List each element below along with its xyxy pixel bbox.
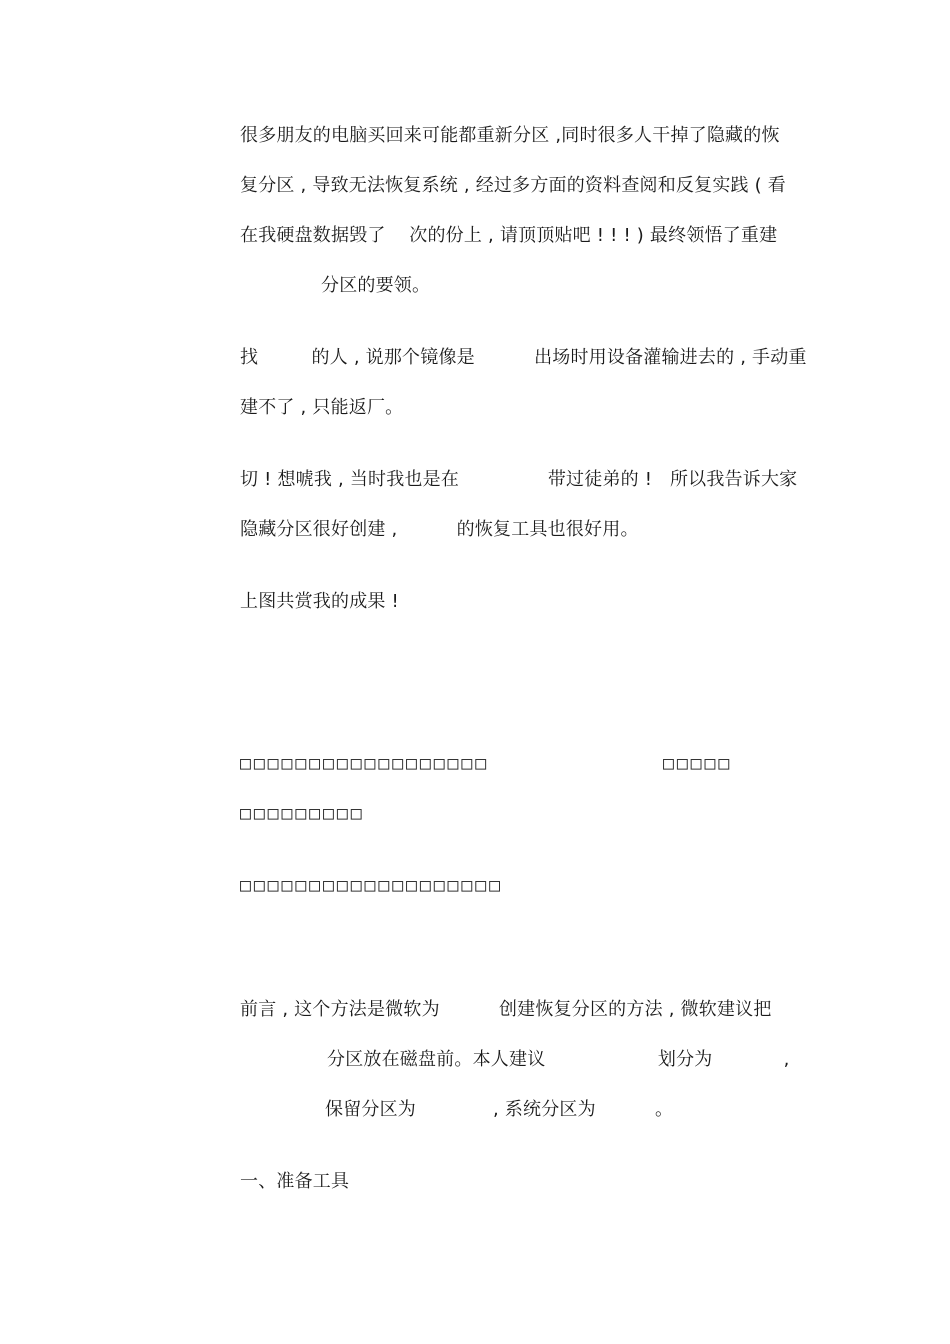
paragraph-2-line-2: 建不了 , 只能返厂。	[240, 397, 404, 418]
garbled-line-1b: □□□□□	[663, 753, 733, 774]
garbled-line-1a: □□□□□□□□□□□□□□□□□□	[240, 753, 490, 774]
paragraph-5-line-3: 保留分区为 , 系统分区为 。	[325, 1099, 674, 1120]
section-heading-1: 一、准备工具	[240, 1171, 350, 1192]
paragraph-5-line-2: 分区放在磁盘前。本人建议 划分为 ,	[327, 1049, 790, 1070]
paragraph-4-line-1: 上图共赏我的成果 !	[240, 591, 399, 612]
paragraph-1-line-4: 分区的要领。	[321, 275, 431, 296]
paragraph-3-line-1: 切 ! 想唬我 , 当时我也是在 带过徒弟的 ! 所以我告诉大家	[240, 469, 798, 490]
paragraph-1-line-2: 复分区 , 导致无法恢复系统 , 经过多方面的资料查阅和反复实践 ( 看	[240, 175, 786, 196]
paragraph-3-line-2: 隐藏分区很好创建 , 的恢复工具也很好用。	[240, 519, 639, 540]
garbled-line-3: □□□□□□□□□□□□□□□□□□□	[240, 875, 503, 896]
garbled-line-2: □□□□□□□□□	[240, 803, 365, 824]
paragraph-1-line-1: 很多朋友的电脑买回来可能都重新分区 ,同时很多人干掉了隐藏的恢	[240, 125, 780, 146]
paragraph-1-line-3: 在我硬盘数据毁了 次的份上 , 请顶顶贴吧 ! ! ! ) 最终领悟了重建	[240, 225, 778, 246]
paragraph-5-line-1: 前言 , 这个方法是微软为 创建恢复分区的方法 , 微软建议把	[240, 999, 772, 1020]
paragraph-2-line-1: 找 的人 , 说那个镜像是 出场时用设备灌输进去的 , 手动重	[240, 347, 807, 368]
